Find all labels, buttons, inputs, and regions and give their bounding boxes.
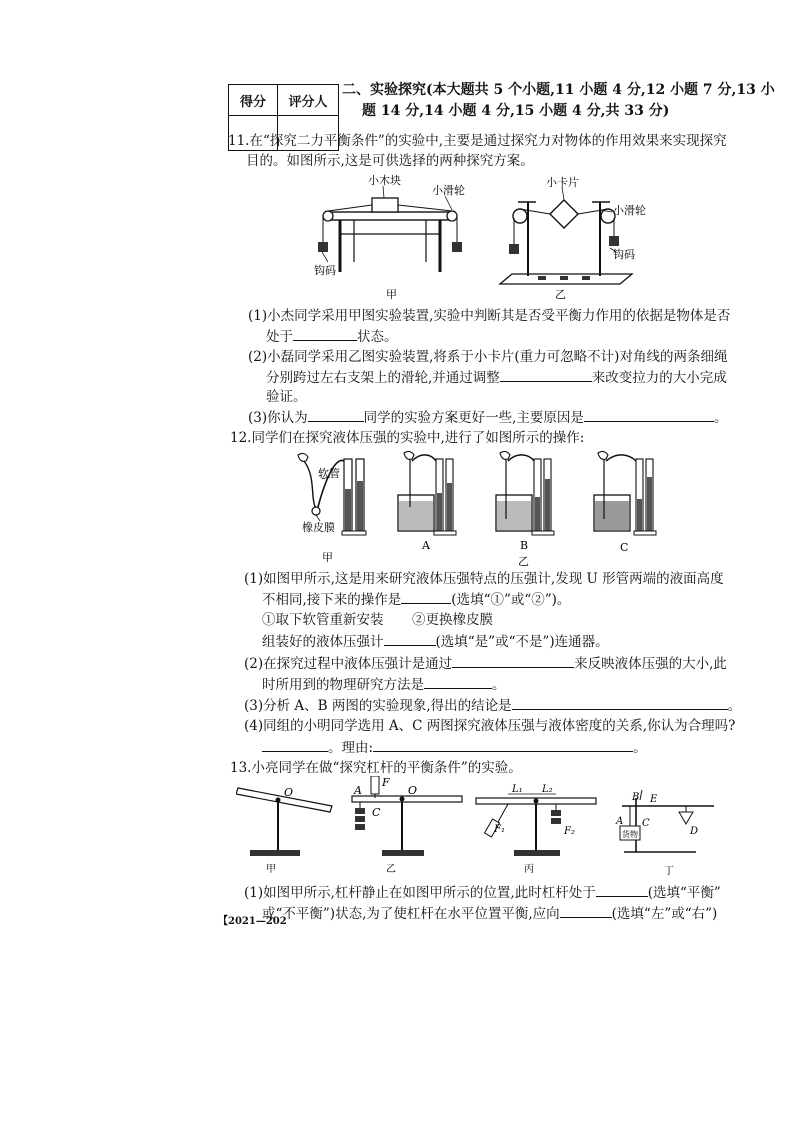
caption-bing: 丙	[524, 864, 534, 875]
q13-lever-yi	[352, 776, 462, 856]
q11-stem-line1: 11.在“探究二力平衡条件”的实验中,主要是通过探究力对物体的作用效果来实现探究	[228, 133, 727, 149]
q12-part1-line2: 不相同,接下来的操作是 (选填“①”或“②”)。	[262, 589, 570, 610]
q11-part3: (3)你认为 同学的实验方案更好一些,主要原因是 。	[248, 407, 727, 428]
label-a-ding: A	[616, 816, 624, 827]
grader-label: 评分人	[278, 85, 339, 116]
label-l2: L₂	[542, 784, 553, 795]
label-e-ding: E	[650, 794, 658, 805]
q12-beaker-a	[398, 451, 456, 535]
q12-part4-reasonable-blank[interactable]	[262, 737, 328, 752]
q11-part2-answer-blank[interactable]	[500, 367, 592, 382]
caption-b: B	[520, 539, 529, 552]
q11-part1-answer-blank[interactable]	[293, 326, 357, 341]
q11-part2-line2: 分别跨过左右支架上的滑轮,并通过调整 来改变拉力的大小完成	[266, 367, 727, 388]
q12-part4-line2: 。理由: 。	[262, 737, 647, 758]
label-pulley-jia: 小滑轮	[432, 184, 465, 197]
q12-beaker-b	[496, 451, 554, 535]
q11-stem-line2: 目的。如图所示,这是可供选择的两种探究方案。	[246, 153, 534, 169]
label-goods: 货物	[622, 830, 638, 839]
section-title-line2: 题 14 分,14 小题 4 分,15 小题 4 分,共 33 分)	[362, 103, 670, 119]
q12-option-2: ②更换橡皮膜	[412, 612, 493, 628]
label-o-jia: O	[284, 786, 294, 799]
label-a-yi: A	[354, 784, 362, 797]
caption-jia: 甲	[266, 864, 276, 875]
q13-direction-blank[interactable]	[560, 903, 612, 918]
caption-ding: 丁	[664, 866, 674, 876]
label-f2: F₂	[564, 826, 575, 837]
q12-part1-line1: (1)如图甲所示,这是用来研究液体压强特点的压强计,发现 U 形管两端的液面高度	[244, 571, 724, 587]
footer-year: 【2021—202	[218, 916, 287, 927]
q12-part2-indicator-blank[interactable]	[452, 653, 574, 668]
label-d-ding: D	[690, 826, 699, 837]
label-c-yi: C	[372, 806, 381, 819]
label-l1: L₁	[512, 784, 523, 795]
caption-c: C	[620, 541, 629, 554]
q12-part3-conclusion-blank[interactable]	[512, 695, 728, 710]
caption-yi: 乙	[386, 864, 396, 875]
score-label: 得分	[229, 85, 278, 116]
q12-option-1: ①取下软管重新安装	[262, 612, 384, 628]
label-hose: 软管	[318, 467, 340, 480]
q13-balance-state-blank[interactable]	[596, 882, 648, 897]
q11-part3-student-blank[interactable]	[308, 407, 364, 422]
q11-part2-line3: 验证。	[266, 389, 307, 405]
q13-stem: 13.小亮同学在做“探究杠杆的平衡条件”的实验。	[230, 760, 522, 776]
caption-yi: 乙	[518, 555, 529, 568]
q12-figure	[286, 447, 676, 569]
q11-figure	[300, 172, 660, 304]
q11-part3-reason-blank[interactable]	[584, 407, 714, 422]
label-o-yi: O	[408, 784, 418, 797]
q12-part3: (3)分析 A、B 两图的实验现象,得出的结论是 。	[244, 695, 741, 716]
q12-part1-choice-blank[interactable]	[401, 589, 451, 604]
label-b-ding: B	[632, 792, 640, 803]
label-c-ding: C	[642, 818, 650, 829]
label-small-card: 小卡片	[546, 176, 579, 189]
q12-beaker-c	[594, 451, 656, 535]
q11-apparatus-jia	[318, 186, 462, 272]
q13-part1-line2: 或“不平衡”)状态,为了使杠杆在水平位置平衡,应向 (选填“左”或“右”)	[262, 903, 717, 924]
label-f-yi: F	[382, 776, 390, 789]
q12-part2-line1: (2)在探究过程中液体压强计是通过 来反映液体压强的大小,此	[244, 653, 727, 674]
section-title-line1: 二、实验探究(本大题共 5 个小题,11 小题 4 分,12 小题 7 分,13 小	[342, 82, 775, 98]
q12-stem: 12.同学们在探究液体压强的实验中,进行了如图所示的操作:	[230, 430, 585, 446]
q11-part1-line2: 处于 状态。	[266, 326, 398, 347]
q12-part2-method-blank[interactable]	[424, 674, 492, 689]
label-f1: F₁	[494, 824, 505, 835]
q12-connector-blank[interactable]	[384, 631, 436, 646]
label-rubber-membrane: 橡皮膜	[302, 521, 335, 534]
q12-part1-line3: 组装好的液体压强计 (选填“是”或“不是”)连通器。	[262, 631, 609, 652]
caption-a: A	[422, 539, 430, 552]
caption-jia: 甲	[386, 288, 397, 301]
q11-apparatus-yi	[500, 187, 632, 284]
q12-part4-line1: (4)同组的小明同学选用 A、C 两图探究液体压强与液体密度的关系,你认为合理吗?	[244, 718, 736, 734]
label-hook-weight-yi: 钩码	[613, 248, 635, 261]
label-hook-weight-jia: 钩码	[314, 264, 336, 277]
label-pulley-yi: 小滑轮	[613, 204, 646, 217]
q11-part2-line1: (2)小磊同学采用乙图实验装置,将系于小卡片(重力可忽略不计)对角线的两条细绳	[248, 349, 728, 365]
q13-part1-line1: (1)如图甲所示,杠杆静止在如图甲所示的位置,此时杠杆处于 (选填“平衡”	[244, 882, 721, 903]
caption-jia: 甲	[322, 551, 333, 564]
label-wood-block: 小木块	[368, 174, 401, 187]
caption-yi: 乙	[555, 288, 566, 301]
q12-part2-line2: 时所用到的物理研究方法是 。	[262, 674, 506, 695]
q11-part1-line1: (1)小杰同学采用甲图实验装置,实验中判断其是否受平衡力作用的依据是物体是否	[248, 308, 731, 324]
q12-part4-reason-blank[interactable]	[373, 737, 633, 752]
q13-figure	[236, 776, 720, 876]
